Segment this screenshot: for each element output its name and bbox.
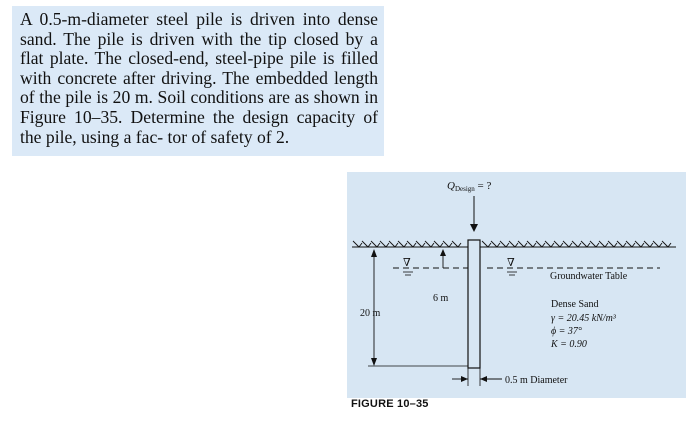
hatch-mark	[413, 243, 416, 247]
hatch-mark	[491, 241, 497, 247]
hatch-mark	[509, 241, 515, 247]
hatch-mark	[563, 241, 569, 247]
soil-gamma: γ = 20.45 kN/m³	[551, 313, 616, 324]
hatch-mark	[422, 243, 425, 247]
hatch-mark	[587, 243, 590, 247]
hatch-mark	[404, 243, 407, 247]
hatch-mark	[368, 243, 371, 247]
hatch-mark	[377, 243, 380, 247]
hatch-mark	[578, 243, 581, 247]
hatch-mark	[518, 241, 524, 247]
load-label	[447, 180, 492, 193]
hatch-mark	[617, 241, 623, 247]
hatch-mark	[644, 241, 650, 247]
hatch-mark	[626, 241, 632, 247]
hatch-mark	[371, 241, 377, 247]
hatch-mark	[572, 241, 578, 247]
hatch-mark	[662, 241, 668, 247]
diameter-arrow-left	[461, 376, 468, 382]
hatch-mark	[641, 243, 644, 247]
hatch-mark	[389, 241, 395, 247]
pile	[468, 240, 480, 368]
dim-20m-label: 20 m	[360, 308, 381, 319]
diameter-label: 0.5 m Diameter	[505, 375, 568, 386]
problem-text: A 0.5-m-diameter steel pile is driven into dense sand. The pile is driven with the tip closed by a flat plate. The closed-end, steel-pipe pile is filled with concrete after driving. The embedded length of the pile is 20 m. Soil conditions are as shown in Figure 10–35. Determine the design capacity of the pile, using a fac- tor of safety of 2.	[20, 9, 378, 147]
hatch-mark	[608, 241, 614, 247]
hatch-mark	[653, 241, 659, 247]
hatch-mark	[434, 241, 440, 247]
hatch-mark	[497, 243, 500, 247]
dim-6m-arrow-up	[440, 249, 446, 256]
hatch-mark	[650, 243, 653, 247]
load-label-sub: Design	[454, 185, 475, 193]
hatch-mark	[659, 243, 662, 247]
hatch-mark	[386, 243, 389, 247]
hatch-mark	[551, 243, 554, 247]
hatch-mark	[416, 241, 422, 247]
hatch-mark	[623, 243, 626, 247]
hatch-mark	[599, 241, 605, 247]
hatch-mark	[425, 241, 431, 247]
dim-6m-label: 6 m	[433, 293, 449, 304]
hatch-mark	[458, 243, 461, 247]
water-symbol-left: ∇	[403, 257, 411, 269]
hatch-mark	[554, 241, 560, 247]
hatch-mark	[581, 241, 587, 247]
hatch-mark	[596, 243, 599, 247]
hatch-mark	[482, 241, 488, 247]
hatch-mark	[380, 241, 386, 247]
hatch-mark	[398, 241, 404, 247]
hatch-mark	[524, 243, 527, 247]
diameter-arrow-right	[480, 376, 487, 382]
hatch-mark	[545, 241, 551, 247]
hatch-mark	[359, 243, 362, 247]
hatch-mark	[395, 243, 398, 247]
groundwater-label: Groundwater Table	[550, 271, 628, 282]
hatch-mark	[500, 241, 506, 247]
load-label-q: Q	[447, 180, 455, 192]
hatch-mark	[632, 243, 635, 247]
ground-hatching	[353, 241, 671, 247]
soil-phi: ϕ = 37°	[551, 326, 582, 337]
load-arrow-head	[470, 224, 478, 232]
hatch-mark	[440, 243, 443, 247]
hatch-mark	[668, 243, 671, 247]
hatch-mark	[362, 241, 368, 247]
hatch-mark	[569, 243, 572, 247]
hatch-mark	[533, 243, 536, 247]
figure-caption: FIGURE 10–35	[351, 398, 429, 410]
hatch-mark	[536, 241, 542, 247]
hatch-mark	[560, 243, 563, 247]
water-symbol-right: ∇	[507, 257, 515, 269]
hatch-mark	[506, 243, 509, 247]
hatch-mark	[449, 243, 452, 247]
hatch-mark	[542, 243, 545, 247]
hatch-mark	[353, 241, 359, 247]
hatch-mark	[443, 241, 449, 247]
soil-name: Dense Sand	[551, 299, 599, 310]
hatch-mark	[407, 241, 413, 247]
hatch-mark	[605, 243, 608, 247]
hatch-mark	[635, 241, 641, 247]
soil-k: K = 0.90	[551, 339, 587, 350]
dim-20m-arrow-down	[371, 358, 377, 366]
hatch-mark	[527, 241, 533, 247]
hatch-mark	[614, 243, 617, 247]
load-label-rest: = ?	[474, 180, 492, 192]
hatch-mark	[452, 241, 458, 247]
hatch-mark	[515, 243, 518, 247]
hatch-mark	[590, 241, 596, 247]
hatch-mark	[488, 243, 491, 247]
hatch-mark	[431, 243, 434, 247]
dim-20m-arrow-up	[371, 249, 377, 257]
